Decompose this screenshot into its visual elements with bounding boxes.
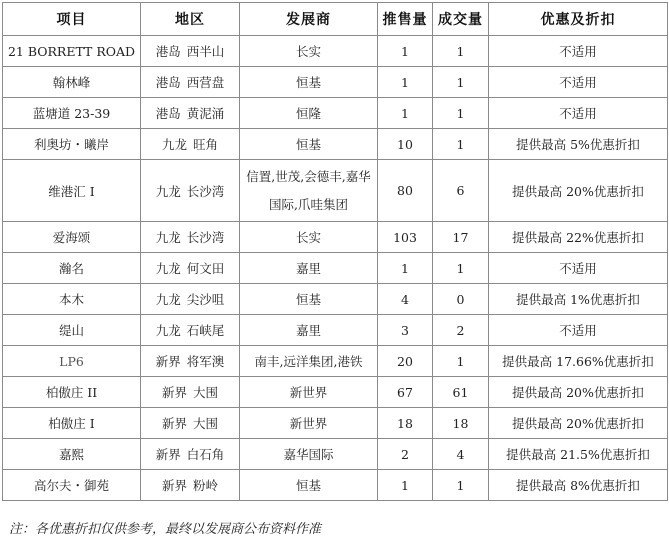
cell-district bbox=[141, 160, 240, 222]
header-units-offered: 推售量 bbox=[378, 3, 433, 36]
cell-units-sold: 1 bbox=[433, 67, 489, 98]
cell-district-area: 黄泥涌 bbox=[186, 106, 225, 121]
cell-units-offered: 10 bbox=[378, 129, 433, 160]
cell-district bbox=[141, 284, 240, 315]
cell-discount: 提供最高 20%优惠折扣 bbox=[489, 377, 668, 408]
cell-units-sold: 17 bbox=[433, 222, 489, 253]
cell-discount: 提供最高 17.66%优惠折扣 bbox=[489, 346, 668, 377]
cell-district bbox=[141, 315, 240, 346]
cell-developer: 恒基 bbox=[240, 129, 378, 160]
header-project: 项目 bbox=[3, 3, 141, 36]
cell-units-sold: 6 bbox=[433, 160, 489, 222]
cell-district-area: 尖沙咀 bbox=[186, 292, 225, 307]
cell-developer: 南丰,远洋集团,港铁 bbox=[240, 346, 378, 377]
table-row bbox=[3, 315, 668, 346]
cell-district-area: 石峡尾 bbox=[186, 323, 225, 338]
cell-discount: 提供最高 1%优惠折扣 bbox=[489, 284, 668, 315]
cell-project: 本木 bbox=[3, 284, 141, 315]
cell-discount: 不适用 bbox=[489, 98, 668, 129]
cell-units-sold: 0 bbox=[433, 284, 489, 315]
table-row bbox=[3, 253, 668, 284]
cell-district-area: 长沙湾 bbox=[186, 230, 225, 245]
cell-district bbox=[141, 36, 240, 67]
cell-district-area: 白石角 bbox=[186, 447, 225, 462]
cell-units-sold: 4 bbox=[433, 439, 489, 470]
cell-developer: 嘉里 bbox=[240, 253, 378, 284]
cell-project: 缇山 bbox=[3, 315, 141, 346]
cell-units-sold: 1 bbox=[433, 470, 489, 501]
header-developer: 发展商 bbox=[240, 3, 378, 36]
cell-units-offered: 80 bbox=[378, 160, 433, 222]
cell-district bbox=[141, 222, 240, 253]
cell-project: 柏傲庄 I bbox=[3, 408, 141, 439]
cell-district bbox=[141, 129, 240, 160]
cell-project: 维港汇 I bbox=[3, 160, 141, 222]
table-row bbox=[3, 470, 668, 501]
cell-district-area: 将军澳 bbox=[186, 354, 225, 369]
table-row bbox=[3, 439, 668, 470]
cell-district-region: 港岛 bbox=[155, 75, 181, 90]
cell-units-offered: 18 bbox=[378, 408, 433, 439]
cell-district bbox=[141, 253, 240, 284]
cell-units-sold: 1 bbox=[433, 346, 489, 377]
table-body bbox=[3, 36, 668, 501]
header-district: 地区 bbox=[141, 3, 240, 36]
cell-developer: 恒基 bbox=[240, 67, 378, 98]
cell-district-area: 粉岭 bbox=[193, 478, 219, 493]
cell-district bbox=[141, 470, 240, 501]
header-discount: 优惠及折扣 bbox=[489, 3, 668, 36]
cell-district bbox=[141, 98, 240, 129]
cell-district-region: 新界 bbox=[161, 416, 187, 431]
cell-units-offered: 103 bbox=[378, 222, 433, 253]
cell-units-offered: 2 bbox=[378, 439, 433, 470]
cell-developer: 新世界 bbox=[240, 408, 378, 439]
new-home-sales-table bbox=[2, 2, 668, 501]
cell-project: 蓝塘道 23-39 bbox=[3, 98, 141, 129]
cell-district-area: 旺角 bbox=[193, 137, 219, 152]
cell-units-offered: 1 bbox=[378, 67, 433, 98]
cell-units-offered: 20 bbox=[378, 346, 433, 377]
cell-district bbox=[141, 67, 240, 98]
table-row bbox=[3, 222, 668, 253]
cell-project: 爱海颂 bbox=[3, 222, 141, 253]
cell-district-region: 港岛 bbox=[155, 106, 181, 121]
table-row bbox=[3, 284, 668, 315]
table-row bbox=[3, 36, 668, 67]
cell-discount: 提供最高 20%优惠折扣 bbox=[489, 160, 668, 222]
cell-developer: 长实 bbox=[240, 222, 378, 253]
table-row bbox=[3, 129, 668, 160]
cell-units-sold: 2 bbox=[433, 315, 489, 346]
cell-discount: 不适用 bbox=[489, 253, 668, 284]
cell-district-region: 九龙 bbox=[161, 137, 187, 152]
cell-district-region: 九龙 bbox=[155, 261, 181, 276]
table-header bbox=[3, 3, 668, 36]
cell-district-region: 九龙 bbox=[155, 183, 181, 199]
cell-units-sold: 1 bbox=[433, 129, 489, 160]
footnote: 注：各优惠折扣仅供参考，最终以发展商公布资料作准 bbox=[9, 522, 322, 537]
cell-developer: 信置,世茂,会德丰,嘉华国际,爪哇集团 bbox=[240, 160, 378, 222]
cell-units-offered: 4 bbox=[378, 284, 433, 315]
cell-district-region: 新界 bbox=[161, 478, 187, 493]
table-row bbox=[3, 67, 668, 98]
table-row bbox=[3, 346, 668, 377]
cell-district-region: 九龙 bbox=[155, 230, 181, 245]
cell-units-sold: 1 bbox=[433, 36, 489, 67]
cell-units-sold: 1 bbox=[433, 253, 489, 284]
cell-project: 瀚名 bbox=[3, 253, 141, 284]
cell-district-region: 九龙 bbox=[155, 292, 181, 307]
cell-discount: 提供最高 21.5%优惠折扣 bbox=[489, 439, 668, 470]
cell-district-area: 西半山 bbox=[186, 44, 225, 59]
cell-project: 嘉熙 bbox=[3, 439, 141, 470]
cell-discount: 提供最高 5%优惠折扣 bbox=[489, 129, 668, 160]
table-row bbox=[3, 98, 668, 129]
cell-developer: 恒基 bbox=[240, 284, 378, 315]
cell-discount: 不适用 bbox=[489, 315, 668, 346]
table-row bbox=[3, 408, 668, 439]
cell-project: 高尔夫・御苑 bbox=[3, 470, 141, 501]
cell-district-area: 西营盘 bbox=[186, 75, 225, 90]
cell-discount: 不适用 bbox=[489, 67, 668, 98]
cell-discount: 提供最高 8%优惠折扣 bbox=[489, 470, 668, 501]
cell-discount: 不适用 bbox=[489, 36, 668, 67]
cell-district bbox=[141, 346, 240, 377]
cell-district-region: 港岛 bbox=[155, 44, 181, 59]
cell-units-offered: 1 bbox=[378, 470, 433, 501]
cell-district-region: 九龙 bbox=[155, 323, 181, 338]
cell-district-area: 何文田 bbox=[186, 261, 225, 276]
cell-units-sold: 1 bbox=[433, 98, 489, 129]
new-home-sales-table-container bbox=[2, 2, 667, 501]
cell-district-region: 新界 bbox=[155, 447, 181, 462]
cell-project: 柏傲庄 II bbox=[3, 377, 141, 408]
cell-units-offered: 67 bbox=[378, 377, 433, 408]
table-row bbox=[3, 160, 668, 222]
cell-developer: 恒隆 bbox=[240, 98, 378, 129]
cell-discount: 提供最高 22%优惠折扣 bbox=[489, 222, 668, 253]
header-row bbox=[3, 3, 668, 36]
cell-district-region: 新界 bbox=[155, 354, 181, 369]
cell-developer: 长实 bbox=[240, 36, 378, 67]
cell-project: 翰林峰 bbox=[3, 67, 141, 98]
cell-project: 利奥坊・曦岸 bbox=[3, 129, 141, 160]
cell-units-sold: 61 bbox=[433, 377, 489, 408]
cell-units-offered: 3 bbox=[378, 315, 433, 346]
cell-district-area: 大围 bbox=[193, 416, 219, 431]
cell-project: LP6 bbox=[3, 346, 141, 377]
cell-developer: 恒基 bbox=[240, 470, 378, 501]
cell-units-offered: 1 bbox=[378, 98, 433, 129]
header-units-sold: 成交量 bbox=[433, 3, 489, 36]
cell-developer: 嘉里 bbox=[240, 315, 378, 346]
table-row bbox=[3, 377, 668, 408]
cell-district bbox=[141, 439, 240, 470]
cell-district-area: 长沙湾 bbox=[186, 183, 225, 199]
cell-units-offered: 1 bbox=[378, 253, 433, 284]
cell-developer: 新世界 bbox=[240, 377, 378, 408]
cell-developer: 嘉华国际 bbox=[240, 439, 378, 470]
cell-units-offered: 1 bbox=[378, 36, 433, 67]
cell-district-area: 大围 bbox=[193, 385, 219, 400]
cell-district-region: 新界 bbox=[161, 385, 187, 400]
cell-units-sold: 18 bbox=[433, 408, 489, 439]
cell-district bbox=[141, 377, 240, 408]
cell-district bbox=[141, 408, 240, 439]
cell-discount: 提供最高 20%优惠折扣 bbox=[489, 408, 668, 439]
cell-project: 21 BORRETT ROAD bbox=[3, 36, 141, 67]
